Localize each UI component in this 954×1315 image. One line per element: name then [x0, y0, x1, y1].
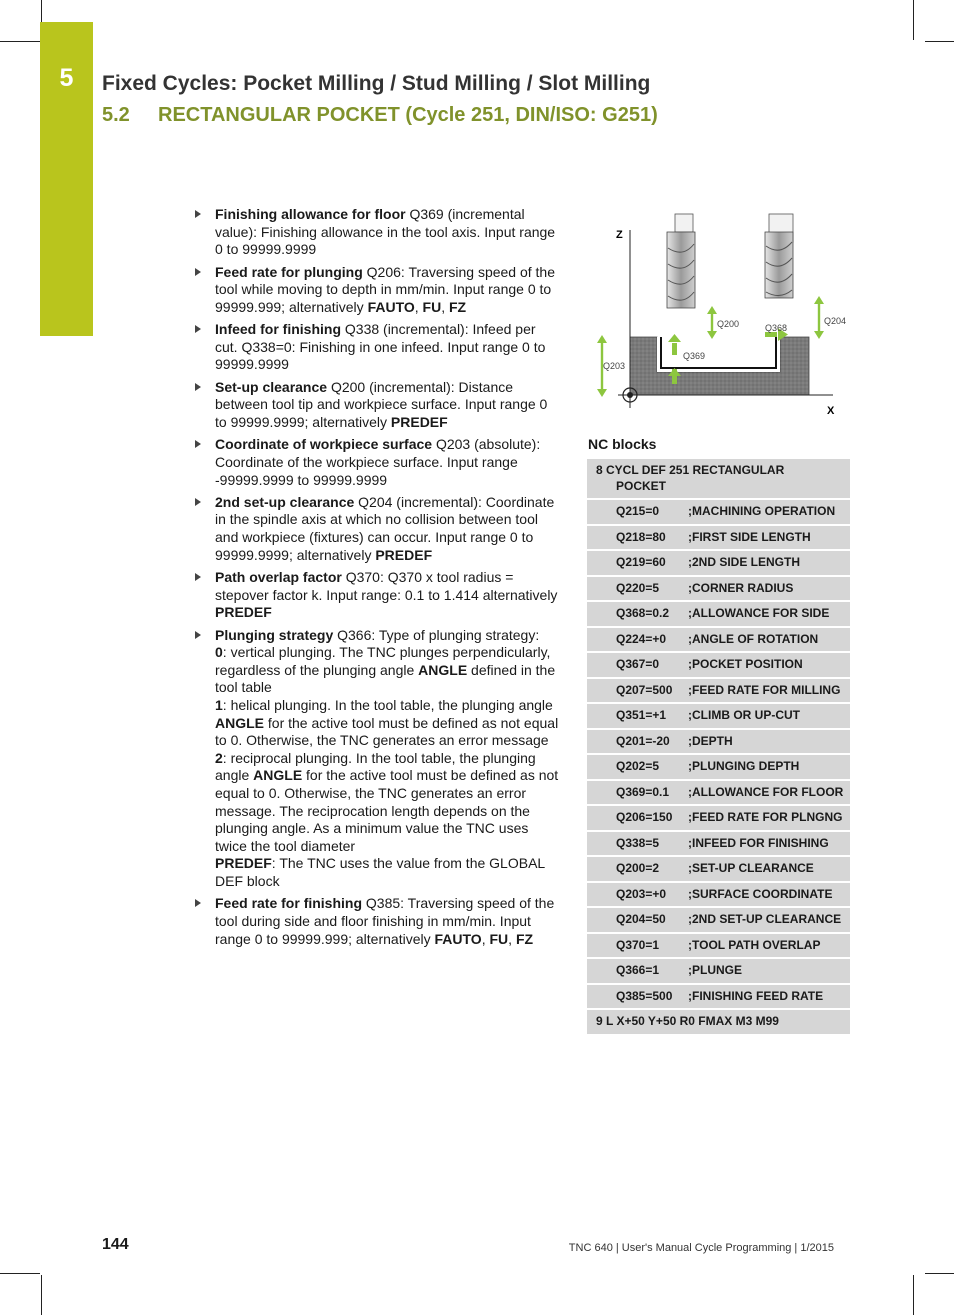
nc-param-comment: ;2ND SET-UP CLEARANCE	[688, 912, 842, 926]
nc-param-comment: ;DEPTH	[688, 733, 733, 748]
page-number: 144	[102, 1236, 129, 1253]
nc-param-comment: ;FEED RATE FOR MILLING	[688, 682, 841, 697]
parameter-text: Q200 (incremental): Distance between tool tip and workpiece surface. Input range 0 to 99999.9999; alternatively	[215, 378, 548, 430]
bold-term: FAUTO	[367, 298, 415, 315]
crop-mark	[41, 1275, 42, 1315]
nc-param-value: Q368=0.2	[616, 606, 670, 620]
nc-param-value: Q367=0	[616, 657, 660, 671]
nc-row	[587, 806, 850, 832]
q203-label: Q203	[603, 361, 626, 371]
parameter-text: Q385: Traversing speed of the tool during side and floor finishing in mm/min. Input range 0 to 99999.999; alternatively	[215, 895, 555, 947]
nc-param-comment: ;MACHINING OPERATION	[688, 504, 836, 518]
bullet-arrow-icon	[195, 325, 201, 333]
bullet-arrow-icon	[195, 899, 201, 907]
q368-label: Q368	[765, 323, 788, 333]
section-title	[102, 104, 658, 127]
parameter-name: Set-up clearance	[215, 378, 328, 395]
bullet-arrow-icon	[195, 383, 201, 391]
parameter-name: 2nd set-up clearance	[215, 493, 355, 510]
parameter-item	[195, 494, 561, 564]
bold-term: ANGLE	[253, 767, 303, 784]
nc-block-9: 9 L X+50 Y+50 R0 FMAX M3 M99	[587, 1010, 850, 1036]
crop-mark	[925, 41, 954, 42]
nc-row	[587, 551, 850, 577]
parameter-text: : vertical plunging. The TNC plunges perpendicularly, regardless of the plunging angle	[215, 644, 551, 678]
q204-label: Q204	[824, 316, 847, 326]
nc-row	[587, 704, 850, 730]
parameter-text: ,	[481, 930, 490, 947]
nc-row	[587, 832, 850, 858]
nc-row	[587, 526, 850, 552]
parameter-name: Finishing allowance for floor	[215, 206, 406, 222]
parameter-item	[195, 436, 561, 489]
nc-row	[587, 755, 850, 781]
nc-block-8-line1: 8 CYCL DEF 251 RECTANGULAR	[596, 463, 785, 477]
nc-param-value: Q204=50	[616, 912, 666, 926]
chapter-title: Fixed Cycles: Pocket Milling / Stud Milling / Slot Milling	[102, 72, 651, 95]
parameter-item	[195, 264, 561, 317]
nc-row	[587, 883, 850, 909]
nc-param-comment: ;PLUNGE	[688, 963, 742, 977]
crop-mark	[913, 0, 914, 40]
crop-mark	[913, 1275, 914, 1315]
nc-blocks-table	[587, 459, 850, 1036]
bold-term: FU	[489, 930, 509, 947]
parameter-item	[195, 321, 561, 374]
nc-param-value: Q219=60	[616, 555, 666, 569]
bullet-arrow-icon	[195, 573, 201, 581]
nc-row	[587, 857, 850, 883]
parameter-list	[195, 206, 561, 953]
nc-row	[587, 934, 850, 960]
nc-block-8-line2: POCKET	[616, 478, 667, 493]
crop-mark	[0, 1273, 40, 1274]
nc-param-comment: ;CORNER RADIUS	[688, 580, 794, 595]
parameter-item	[195, 895, 561, 948]
nc-param-value: Q220=5	[616, 580, 660, 595]
nc-param-comment: ;ALLOWANCE FOR FLOOR	[688, 784, 844, 799]
parameter-text: : reciprocal plunging. In the tool table, the plunging angle	[215, 749, 536, 784]
bold-term: FZ	[515, 930, 534, 947]
crop-mark	[0, 41, 40, 42]
bold-term: FZ	[449, 298, 467, 315]
nc-row	[587, 653, 850, 679]
bullet-arrow-icon	[195, 268, 201, 276]
nc-param-value: Q202=5	[616, 759, 660, 773]
section-name: RECTANGULAR POCKET (Cycle 251, DIN/ISO: G251)	[158, 104, 658, 126]
parameter-text: Q366: Type of plunging strategy:	[333, 626, 540, 643]
parameter-text: ,	[414, 298, 423, 315]
bullet-arrow-icon	[195, 440, 201, 448]
nc-param-comment: ;ANGLE OF ROTATION	[688, 631, 819, 646]
crop-mark	[925, 1273, 954, 1274]
nc-param-value: Q369=0.1	[616, 784, 670, 799]
bullet-arrow-icon	[195, 210, 201, 218]
parameter-text: Q203 (absolute): Coordinate of the workpiece surface. Input range -99999.9999 to 99999.9999	[215, 436, 541, 488]
nc-param-value: Q215=0	[616, 504, 660, 518]
nc-param-value: Q218=80	[616, 529, 666, 544]
nc-row	[587, 577, 850, 603]
tool-left	[667, 214, 695, 308]
nc-param-value: Q366=1	[616, 963, 660, 977]
parameter-item	[195, 627, 561, 891]
nc-param-value: Q201=-20	[616, 733, 670, 748]
nc-row	[587, 959, 850, 985]
nc-param-comment: ;SURFACE COORDINATE	[688, 886, 833, 901]
parameter-name: Infeed for finishing	[215, 321, 341, 338]
nc-param-comment: ;ALLOWANCE FOR SIDE	[688, 606, 830, 620]
nc-param-value: Q207=500	[616, 682, 673, 697]
parameter-item	[195, 206, 561, 259]
parameter-name: Feed rate for plunging	[215, 263, 363, 280]
bold-term: 1	[215, 697, 223, 714]
nc-param-comment: ;TOOL PATH OVERLAP	[688, 937, 821, 952]
nc-row	[587, 781, 850, 807]
parameter-item	[195, 379, 561, 432]
parameter-text: defined in the tool table	[215, 661, 556, 696]
parameter-text: ,	[441, 298, 449, 315]
parameter-text: for the active tool must be defined as not equal to 0. Otherwise, the TNC generates an error message. The reciprocation length depends on the plunging angle. As a minimum value the TNC uses twice the tool diameter	[215, 767, 559, 854]
pocket-diagram	[588, 208, 850, 420]
z-axis-label: Z	[616, 229, 623, 241]
nc-param-comment: ;CLIMB OR UP-CUT	[688, 708, 800, 722]
chapter-tab	[40, 22, 93, 336]
nc-param-comment: ;SET-UP CLEARANCE	[688, 861, 814, 875]
bold-term: PREDEF	[215, 855, 272, 872]
nc-row	[587, 602, 850, 628]
nc-param-comment: ;2ND SIDE LENGTH	[688, 555, 801, 569]
q200-label: Q200	[717, 319, 740, 329]
parameter-name: Feed rate for finishing	[215, 895, 363, 912]
nc-row	[587, 500, 850, 526]
nc-param-comment: ;PLUNGING DEPTH	[688, 759, 800, 773]
bold-term: 0	[215, 644, 223, 661]
nc-param-value: Q224=+0	[616, 631, 667, 646]
q204-arrow	[814, 296, 824, 339]
parameter-text: ,	[508, 930, 516, 947]
footer-text: TNC 640 | User's Manual Cycle Programming | 1/2015	[568, 1242, 834, 1254]
bold-term: FAUTO	[434, 930, 482, 947]
nc-param-value: Q206=150	[616, 810, 673, 824]
nc-row	[587, 985, 850, 1011]
nc-row	[587, 628, 850, 654]
bold-term: 2	[215, 749, 223, 766]
parameter-name: Coordinate of workpiece surface	[215, 436, 433, 453]
bullet-arrow-icon	[195, 631, 201, 639]
nc-row	[587, 730, 850, 756]
section-number: 5.2	[102, 104, 130, 126]
parameter-text: Q204 (incremental): Coordinate in the spindle axis at which no collision between tool and workpiece (fixtures) can occur. Input range 0 to 99999.9999; alternatively	[215, 493, 555, 563]
parameter-text: : The TNC uses the value from the GLOBAL DEF block	[215, 855, 545, 889]
nc-row	[587, 679, 850, 705]
nc-param-comment: ;POCKET POSITION	[688, 657, 803, 671]
parameter-text: Q206: Traversing speed of the tool while moving to depth in mm/min. Input range 0 to 99999.999; alternatively	[215, 263, 556, 315]
nc-param-comment: ;FEED RATE FOR PLNGNG	[688, 810, 843, 824]
bold-term: PREDEF	[390, 413, 448, 430]
nc-param-comment: ;FINISHING FEED RATE	[688, 988, 824, 1003]
nc-row	[587, 908, 850, 934]
nc-param-value: Q385=500	[616, 988, 673, 1003]
nc-param-value: Q200=2	[616, 861, 660, 875]
bold-term: ANGLE	[418, 661, 468, 678]
chapter-number: 5	[59, 64, 74, 92]
parameter-text: : helical plunging. In the tool table, the plunging angle	[222, 697, 553, 714]
nc-param-value: Q370=1	[616, 937, 660, 952]
bold-term: ANGLE	[215, 714, 264, 731]
parameter-item	[195, 569, 561, 622]
parameter-name: Path overlap factor	[215, 569, 342, 586]
bold-term: PREDEF	[375, 546, 433, 563]
nc-param-comment: ;INFEED FOR FINISHING	[688, 835, 829, 850]
parameter-text: Q338 (incremental): Infeed per cut. Q338=0: Finishing in one infeed. Input range 0 to 99999.9999	[215, 321, 546, 373]
nc-block-8	[587, 459, 850, 500]
nc-param-value: Q351=+1	[616, 708, 667, 722]
q369-label: Q369	[683, 351, 706, 361]
nc-blocks-heading: NC blocks	[588, 436, 657, 452]
nc-param-value: Q338=5	[616, 835, 660, 850]
parameter-text: Q369 (incremental value): Finishing allowance in the tool axis. Input range 0 to 99999.9999	[215, 206, 556, 258]
bullet-arrow-icon	[195, 498, 201, 506]
x-axis-label: X	[827, 405, 835, 417]
parameter-text: Q370: Q370 x tool radius = stepover factor k. Input range: 0.1 to 1.414 alternatively	[215, 569, 558, 603]
parameter-text: for the active tool must be defined as not equal to 0. Otherwise, the TNC generates an error message	[215, 714, 559, 749]
bold-term: FU	[422, 298, 442, 315]
bold-term: PREDEF	[215, 604, 272, 621]
q200-arrow	[707, 306, 717, 339]
nc-param-value: Q203=+0	[616, 886, 667, 901]
tool-right	[765, 214, 793, 298]
nc-param-comment: ;FIRST SIDE LENGTH	[688, 529, 811, 544]
nc-parameter-rows	[587, 500, 850, 1010]
parameter-name: Plunging strategy	[215, 626, 334, 643]
